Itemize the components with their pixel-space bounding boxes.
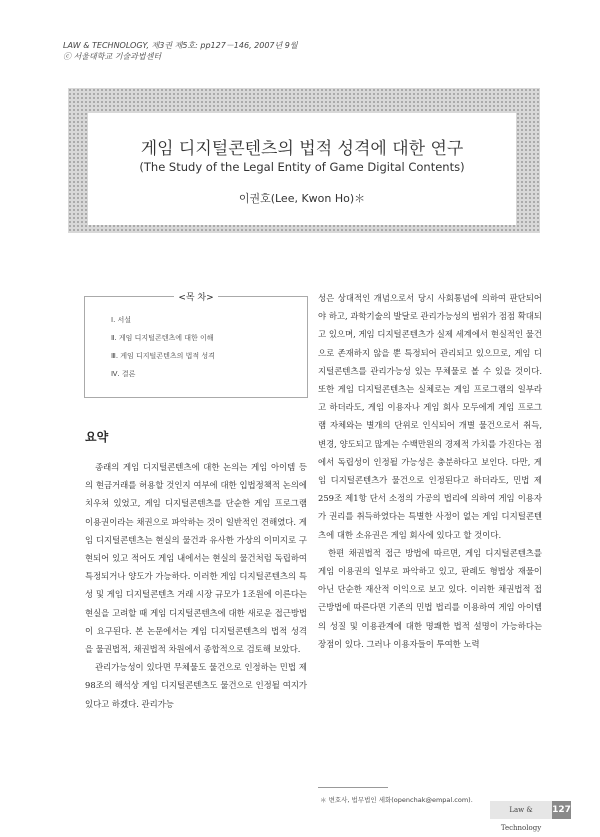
running-header xyxy=(63,40,298,62)
paper-author: 이권호(Lee, Kwon Ho)＊ xyxy=(238,192,366,205)
copyright-line: ⓒ 서울대학교 기술과법센터 xyxy=(63,52,162,61)
toc-title: <목 차> xyxy=(174,293,217,303)
abstract-paragraph: 관리가능성이 있다면 무체물도 물건으로 인정하는 민법 제98조의 해석상 게임 디지털콘텐츠도 물건으로 인정될 여지가 있다고 하겠다. 관리가능 xyxy=(85,662,307,709)
right-column xyxy=(318,289,542,653)
table-of-contents xyxy=(84,293,308,398)
footer-label: Law & Technology xyxy=(490,801,552,819)
toc-item: Ⅳ. 결론 xyxy=(111,370,136,378)
body-paragraph: 성은 상대적인 개념으로서 당시 사회통념에 의하여 판단되어야 하고, 과학기술의 발달로 관리가능성의 범위가 점점 확대되고 있으며, 게임 디지털콘텐츠가 실제 세계에서 현실적인 물건으로 존재하지 않을 뿐 특정되어 관리되고 있으므로, 게임 디지털콘텐츠를 관리가능성 있는 무체물로 볼 수 있을 것이다. 또한 게임 디지털콘텐츠는 실체로는 게임 프로그램의 일부라고 하더라도, 게임 이용자나 게임 회사 모두에게 게임 프로그램 자체와는 별개의 단위로 인식되어 개별 물건으로서 취득, 변경, 양도되고 많게는 수백만원의 경제적 가치를 가진다는 점에서 독립성이 인정될 가능성은 충분하다고 보인다. 다만, 게임 디지털콘텐츠가 물건으로 인정된다고 하더라도, 민법 제259조 제1항 단서 소정의 가공의 법리에 의하여 게임 이용자가 권리를 취득하였다는 특별한 사정이 없는 게임 디지털콘텐츠에 대한 소유권은 게임 회사에 있다고 할 것이다. xyxy=(318,293,542,540)
toc-list xyxy=(111,311,215,383)
paper-title: 게임 디지털콘텐츠의 법적 성격에 대한 연구 xyxy=(140,139,464,159)
abstract-paragraph: 종래의 게임 디지털콘텐츠에 대한 논의는 게임 아이템 등의 현금거래를 허용할 것인지 여부에 대한 입법정책적 논의에 치우쳐 있었고, 게임 디지털콘텐츠를 단순한 게임 프로그램 이용권이라는 채권으로 파악하는 것이 일반적인 견해였다. 게임 디지털콘텐츠는 현실의 물건과 유사한 가상의 이미지로 구현되어 있고 적어도 게임 내에서는 현실의 물건처럼 독립하여 특정되거나 양도가 가능하다. 이러한 게임 디지털콘텐츠의 특성 및 게임 디지털콘텐츠 거래 시장 규모가 1조원에 이른다는 현실을 고려할 때 게임 디지털콘텐츠에 대한 새로운 접근방법이 요구된다. 본 논문에서는 게임 디지털콘텐츠의 법적 성격을 물권법적, 채권법적 차원에서 종합적으로 검토해 보았다. xyxy=(85,462,307,655)
footnote: ＊ 변호사, 법무법인 세화(openchak@empal.com). xyxy=(320,796,473,804)
toc-item: Ⅰ. 서설 xyxy=(111,316,132,324)
left-column xyxy=(85,458,307,713)
page-footer xyxy=(490,801,571,832)
abstract-heading: 요약 xyxy=(85,430,109,444)
footnote-divider xyxy=(318,787,388,788)
paper-subtitle: (The Study of the Legal Entity of Game Digital Contents) xyxy=(139,160,465,174)
toc-item: Ⅲ. 게임 디지털콘텐츠의 법적 성격 xyxy=(111,352,215,360)
journal-citation: LAW & TECHNOLOGY, 제3권 제5호: pp127－146, 2007년 9월 xyxy=(63,41,298,50)
page-number: 127 xyxy=(552,801,571,819)
body-paragraph: 한편 채권법적 접근 방법에 따르면, 게임 디지털콘텐츠를 게임 이용권의 일부로 파악하고 있고, 판례도 형법상 재물이 아닌 단순한 재산적 이익으로 보고 있다. 이러한 채권법적 접근방법에 따른다면 기존의 민법 법리를 이용하여 게임 아이템의 성질 및 이용관계에 대한 명쾌한 법적 설명이 가능하다는 장점이 있다. 그러나 이용자들이 투여한 노력 xyxy=(318,547,542,649)
toc-item: Ⅱ. 게임 디지털콘텐츠에 대한 이해 xyxy=(111,334,214,342)
